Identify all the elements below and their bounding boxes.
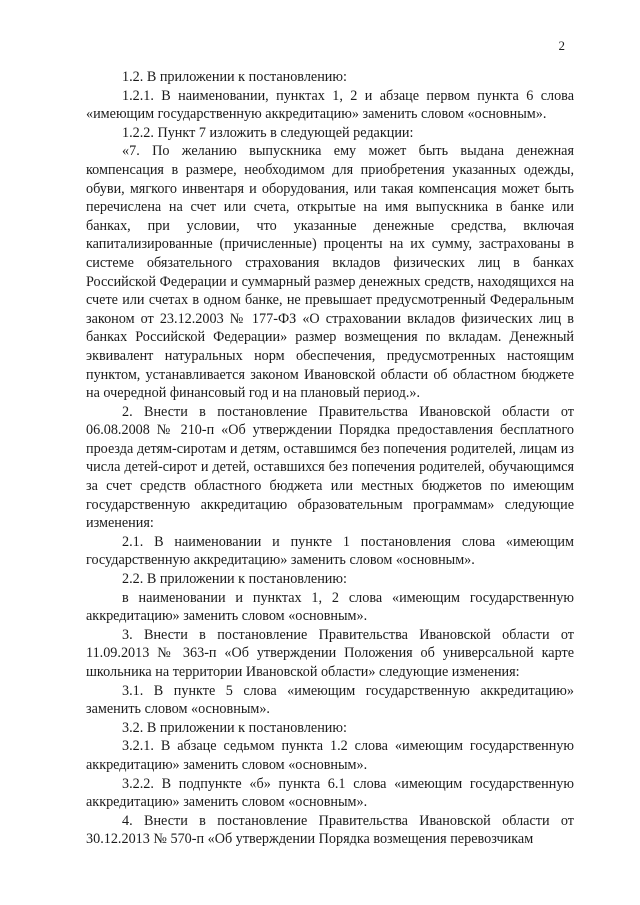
paragraph-2-2: 2.2. В приложении к постановлению:	[122, 571, 347, 588]
paragraph-2: 2. Внести в постановление Правительства Ивановской области от 06.08.2008 № 210-п «Об утверждении Порядка предоставления бесплатного проезда детям-сиротам и детям, оставшимся без попечения родителей, лицам из числа детей-сирот и детей, оставшихся без попечения родителей, обучающимся за счет средств областного бюджета или местных бюджетов по имеющим государственную аккредитацию образовательным программам» следующие изменения:	[86, 403, 574, 532]
paragraph-3-1: 3.1. В пункте 5 слова «имеющим государственную аккредитацию» заменить словом «основным».	[86, 682, 574, 718]
document-body	[86, 68, 574, 849]
paragraph-2-2-text: в наименовании и пунктах 1, 2 слова «имеющим государственную аккредитацию» заменить словом «основным».	[86, 589, 574, 625]
page-number: 2	[558, 38, 565, 53]
paragraph-3-2-1: 3.2.1. В абзаце седьмом пункта 1.2 слова «имеющим государственную аккредитацию» заменить словом «основным».	[86, 738, 574, 773]
paragraph-1-2-2: 1.2.2. Пункт 7 изложить в следующей редакции:	[122, 124, 414, 141]
paragraph-2-1: 2.1. В наименовании и пункте 1 постановления слова «имеющим государственную аккредитацию» заменить словом «основным».	[86, 533, 574, 569]
paragraph-3: 3. Внести в постановление Правительства Ивановской области от 11.09.2013 № 363-п «Об утверждении Положения об универсальной карте школьника на территории Ивановской области» следующие изменения:	[86, 626, 574, 680]
paragraph-4: 4. Внести в постановление Правительства Ивановской области от 30.12.2013 № 570-п «Об утверждении Порядка возмещения перевозчикам	[86, 812, 574, 848]
paragraph-1-2-1: 1.2.1. В наименовании, пунктах 1, 2 и абзаце первом пункта 6 слова «имеющим государственную аккредитацию» заменить словом «основным».	[86, 87, 574, 123]
paragraph-3-2: 3.2. В приложении к постановлению:	[122, 719, 347, 736]
paragraph-point-7: «7. По желанию выпускника ему может быть выдана денежная компенсация в размере, необходимом для приобретения указанных одежды, обуви, мягкого инвентаря и оборудования, или такая компенсация может быть перечислена на счет или счета, открытые на имя выпускника в банке или банках, при условии, что указанные денежные средства, включая капитализированные (причисленные) проценты на их сумму, застрахованы в системе обязательного страхования вкладов физических лиц в банках Российской Федерации и суммарный размер денежных средств, находящихся на счете или счетах в одном банке, не превышает предусмотренный Федеральным законом от 23.12.2003 № 177-ФЗ «О страховании вкладов физических лиц в банках Российской Федерации» размер возмещения по вкладам. Денежный эквивалент натуральных норм обеспечения, предусмотренных настоящим пунктом, устанавливается законом Ивановской области об областном бюджете на очередной финансовый год и на плановый период.».	[86, 143, 574, 402]
paragraph-1-2: 1.2. В приложении к постановлению:	[122, 69, 347, 85]
paragraph-3-2-2: 3.2.2. В подпункте «б» пункта 6.1 слова «имеющим государственную аккредитацию» заменить словом «основным».	[86, 775, 574, 811]
